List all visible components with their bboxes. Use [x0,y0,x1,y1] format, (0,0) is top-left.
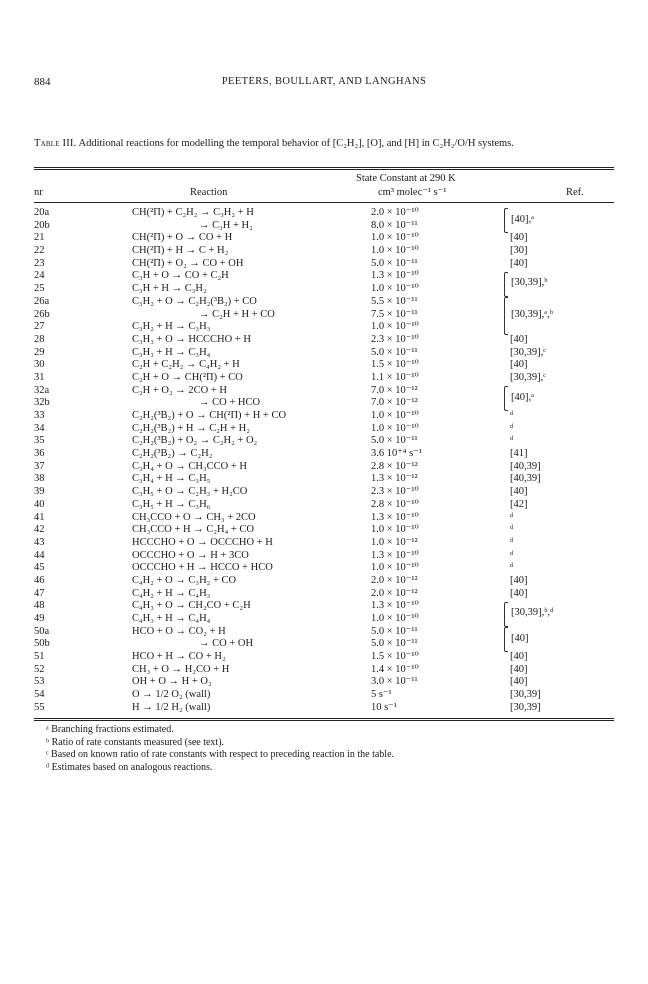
row-nr: 26b [34,308,50,320]
row-rate-constant: 1.0 × 10⁻¹² [371,536,418,548]
table-row [34,347,614,360]
row-nr: 51 [34,651,45,663]
reaction-table [34,207,614,715]
row-nr: 25 [34,283,45,295]
row-rate-constant: 5.0 × 10⁻¹¹ [371,625,418,637]
row-reaction: OH + O → H + O₂ [132,676,212,688]
row-ref: [40] [510,257,528,269]
row-rate-constant: 2.0 × 10⁻¹² [371,574,418,586]
row-rate-constant: 2.8 × 10⁻¹² [371,460,418,472]
row-reaction: OCCCHO + O → H + 3CO [132,549,249,561]
row-rate-constant: 5 s⁻¹ [371,689,392,701]
row-nr: 36 [34,448,45,460]
row-rate-constant: 1.3 × 10⁻¹⁰ [371,270,419,282]
row-ref: [40] [510,663,528,675]
row-reaction: CH(²Π) + O → CO + H [132,232,233,244]
table-row [34,486,614,499]
row-reaction: C₂H₂(³B₂) + O₂ → C₂H₂ + O₂ [132,435,258,447]
row-reaction: C₄H₃ + H → C₄H₄ [132,613,211,624]
row-reaction: C₃H₅ + O → C₂H₃ + H₂CO [132,486,248,498]
row-reaction: C₂H₂(³B₂) → C₂H₂ [132,448,213,460]
row-reaction: H → 1/2 H₂ (wall) [132,701,211,713]
row-ref: ᵈ [510,536,514,548]
row-rate-constant: 1.5 × 10⁻¹⁰ [371,359,419,371]
row-ref: [40] [510,574,528,586]
row-rate-constant: 1.3 × 10⁻¹⁰ [371,511,419,523]
row-reaction: C₃H + H → C₃H₂ [132,283,207,295]
row-nr: 55 [34,701,45,713]
table-row [34,588,614,601]
row-nr: 39 [34,486,45,498]
row-nr: 37 [34,460,45,472]
table-row [34,410,614,423]
row-reaction: C₃H₂ + H → C₃H₃ [132,321,211,333]
table-row [34,575,614,588]
row-nr: 23 [34,257,45,269]
row-nr: 33 [34,410,45,421]
row-nr: 50a [34,625,50,637]
row-rate-constant: 1.3 × 10⁻¹⁰ [371,600,419,612]
row-nr: 27 [34,321,45,333]
row-reaction: C₃H₄ + O → CH₃CCO + H [132,460,248,472]
row-rate-constant: 1.0 × 10⁻¹⁰ [371,524,419,536]
row-nr: 28 [34,333,45,345]
header-constant-line1: State Constant at 290 K [356,173,456,184]
table-row [34,232,614,245]
table-row [34,512,614,525]
row-reaction: CH(²Π) + H → C + H₂ [132,245,229,257]
row-ref: [40] [510,359,528,371]
row-nr: 46 [34,574,45,586]
row-nr: 53 [34,676,45,688]
row-rate-constant: 3.0 × 10⁻¹¹ [371,676,418,688]
row-rate-constant: 1.0 × 10⁻¹⁰ [371,562,419,574]
row-reaction: HCCCHO + O → OCCCHO + H [132,536,273,548]
row-reaction: C₃H₂ + O → C₂H₂(³B₂) + CO [132,295,257,307]
grouped-ref: [30,39],ᵇ,ᵈ [511,607,554,619]
page-number: 884 [34,76,51,88]
row-reaction: O → 1/2 O₂ (wall) [132,689,211,701]
row-reaction: CH₃ + O → H₂CO + H [132,663,230,675]
row-ref: ᵈ [510,562,514,574]
row-ref: [40] [510,676,528,688]
table-row [34,423,614,436]
table-row [34,499,614,512]
row-rate-constant: 1.5 × 10⁻¹⁰ [371,651,419,663]
row-reaction: → CO + HCO [199,397,261,409]
table-row [34,258,614,271]
row-rate-constant: 1.0 × 10⁻¹⁰ [371,232,419,244]
row-reaction: C₃H₃ + H → C₃H₄ [132,346,211,358]
table-bottom-rule [34,718,614,721]
row-ref: ᵈ [510,511,514,523]
row-ref: [40,39] [510,460,541,472]
row-ref: ᵈ [510,410,514,421]
row-reaction: C₃H₃ + O → HCCCHO + H [132,333,251,345]
row-ref: [30,39],ᶜ [510,371,546,383]
row-rate-constant: 5.0 × 10⁻¹¹ [371,435,418,447]
row-rate-constant: 2.3 × 10⁻¹⁰ [371,486,419,498]
table-label: Table III. [34,138,77,149]
header-nr: nr [34,187,43,198]
row-reaction: C₄H₂ + H → C₄H₃ [132,587,211,599]
footnote: ᵈ Estimates based on analogous reactions. [46,761,213,773]
table-row [34,562,614,575]
table-top-rule [34,167,614,170]
ref-brace [504,272,508,297]
row-rate-constant: 5.0 × 10⁻¹¹ [371,257,418,269]
table-row [34,524,614,537]
row-ref: ᵈ [510,422,514,434]
row-rate-constant: 2.8 × 10⁻¹⁰ [371,498,419,510]
row-rate-constant: 1.0 × 10⁻¹⁰ [371,283,419,295]
row-nr: 41 [34,511,45,523]
row-nr: 32b [34,397,50,409]
row-ref: [40] [510,232,528,244]
row-nr: 50b [34,638,50,650]
row-ref: [30] [510,245,528,257]
row-nr: 30 [34,359,45,371]
table-row [34,448,614,461]
row-nr: 35 [34,435,45,447]
table-row [34,435,614,448]
row-nr: 40 [34,498,45,510]
ref-brace [504,602,508,627]
grouped-ref: [30,39],ᵃ,ᵇ [511,308,553,320]
row-reaction: C₃H₄ + H → C₃H₅ [132,473,211,485]
row-nr: 38 [34,473,45,485]
footnote: ᵇ Ratio of rate constants measured (see text). [46,736,225,748]
table-row [34,664,614,677]
grouped-ref: [40],ᵃ [511,391,534,403]
row-nr: 24 [34,270,45,282]
footnote: ᶜ Based on known ratio of rate constants with respect to preceding reaction in the table. [46,749,395,761]
table-caption-text: Additional reactions for modelling the temporal behavior of [C₂H₂], [O], and [H] in C₂H₂/O/H systems. [78,138,514,149]
row-ref: [40] [510,333,528,345]
row-nr: 29 [34,346,45,358]
row-nr: 22 [34,245,45,257]
row-rate-constant: 1.3 × 10⁻¹² [371,473,418,485]
row-ref: [30,39],ᶜ [510,346,546,358]
header-reaction: Reaction [190,187,228,198]
row-nr: 42 [34,524,45,536]
row-nr: 31 [34,371,45,383]
table-row [34,473,614,486]
row-reaction: C₂H + C₂H₂ → C₄H₂ + H [132,359,240,371]
row-rate-constant: 3.6 10⁺⁴ s⁻¹ [371,448,422,460]
row-nr: 44 [34,549,45,561]
row-reaction: HCO + O → CO₂ + H [132,625,226,637]
table-row [34,689,614,702]
table-row [34,537,614,550]
ref-brace [504,208,508,233]
row-rate-constant: 2.0 × 10⁻¹⁰ [371,207,419,218]
table-row [34,334,614,347]
row-ref: [30,39] [510,689,541,701]
row-reaction: CH₃CCO + H → C₂H₄ + CO [132,524,255,536]
header-rule [34,202,614,203]
row-nr: 20a [34,207,50,218]
row-rate-constant: 1.4 × 10⁻¹⁰ [371,663,419,675]
row-nr: 34 [34,422,45,434]
row-reaction: → C₂H + H + CO [199,308,275,320]
row-ref: [40] [510,587,528,599]
row-ref: ᵈ [510,549,514,561]
row-rate-constant: 5.0 × 10⁻¹¹ [371,638,418,650]
table-row [34,245,614,258]
row-rate-constant: 7.0 × 10⁻¹² [371,397,418,409]
row-rate-constant: 7.5 × 10⁻¹¹ [371,308,418,320]
table-row [34,676,614,689]
row-ref: ᵈ [510,435,514,447]
footnote: ᵃ Branching fractions estimated. [46,724,174,735]
row-rate-constant: 1.0 × 10⁻¹⁰ [371,613,419,624]
ref-brace [504,297,508,335]
row-nr: 52 [34,663,45,675]
row-nr: 26a [34,295,50,307]
row-rate-constant: 1.0 × 10⁻¹⁰ [371,422,419,434]
row-reaction: C₂H + O → CH(²Π) + CO [132,371,243,383]
row-nr: 32a [34,384,50,396]
row-nr: 45 [34,562,45,574]
row-rate-constant: 1.3 × 10⁻¹⁰ [371,549,419,561]
row-rate-constant: 5.0 × 10⁻¹¹ [371,346,418,358]
table-caption [34,137,614,151]
row-nr: 47 [34,587,45,599]
running-head: PEETERS, BOULLART, AND LANGHANS [221,76,427,87]
table-row [34,296,614,309]
row-rate-constant: 8.0 × 10⁻¹¹ [371,219,418,231]
table-row [34,321,614,334]
ref-brace [504,627,508,652]
row-reaction: C₂H₂(³B₂) + O → CH(²Π) + H + CO [132,410,287,421]
row-reaction: C₂H₂(³B₂) + H → C₂H + H₂ [132,422,250,434]
row-reaction: CH(²Π) + O₂ → CO + OH [132,257,244,269]
row-rate-constant: 2.3 × 10⁻¹⁰ [371,333,419,345]
table-row [34,550,614,563]
row-rate-constant: 5.5 × 10⁻¹¹ [371,295,418,307]
row-reaction: C₃H + O → CO + C₂H [132,270,229,282]
grouped-ref: [40] [511,632,529,644]
row-ref: [30,39] [510,701,541,713]
table-row [34,461,614,474]
row-reaction: HCO + H → CO + H₂ [132,651,226,663]
table-row [34,372,614,385]
row-nr: 21 [34,232,45,244]
row-reaction: C₄H₂ + O → C₃H₂ + CO [132,574,237,586]
row-reaction: → CO + OH [199,638,254,650]
table-row [34,359,614,372]
row-reaction: OCCCHO + H → HCCO + HCO [132,562,273,574]
grouped-ref: [40],ᵃ [511,213,534,225]
row-reaction: → C₃H + H₂ [199,219,253,231]
row-ref: [41] [510,448,528,460]
row-ref: [40,39] [510,473,541,485]
row-rate-constant: 10 s⁻¹ [371,701,397,713]
row-rate-constant: 1.0 × 10⁻¹⁰ [371,410,419,421]
row-rate-constant: 2.0 × 10⁻¹² [371,587,418,599]
ref-brace [504,386,508,411]
row-nr: 54 [34,689,45,701]
row-nr: 43 [34,536,45,548]
row-ref: [42] [510,498,528,510]
row-rate-constant: 1.0 × 10⁻¹⁰ [371,245,419,257]
row-ref: [40] [510,486,528,498]
header-constant-line2: cm³ molec⁻¹ s⁻¹ [378,187,447,198]
row-rate-constant: 1.1 × 10⁻¹⁰ [371,371,419,383]
row-ref: ᵈ [510,524,514,536]
row-nr: 49 [34,613,45,624]
header-ref: Ref. [566,187,584,198]
row-rate-constant: 1.0 × 10⁻¹⁰ [371,321,419,333]
row-reaction: C₄H₃ + O → CH₂CO + C₂H [132,600,251,612]
row-rate-constant: 7.0 × 10⁻¹² [371,384,418,396]
table-row [34,651,614,664]
row-reaction: CH₃CCO + O → CH₃ + 2CO [132,511,256,523]
row-nr: 20b [34,219,50,231]
table-row [34,702,614,715]
row-reaction: CH(²Π) + C₂H₂ → C₃H₂ + H [132,207,254,218]
row-ref: [40] [510,651,528,663]
footnotes [46,724,394,774]
row-reaction: C₃H₅ + H → C₃H₆ [132,498,211,510]
grouped-ref: [30,39],ᵇ [511,277,548,289]
row-reaction: C₂H + O₂ → 2CO + H [132,384,228,396]
row-nr: 48 [34,600,45,612]
